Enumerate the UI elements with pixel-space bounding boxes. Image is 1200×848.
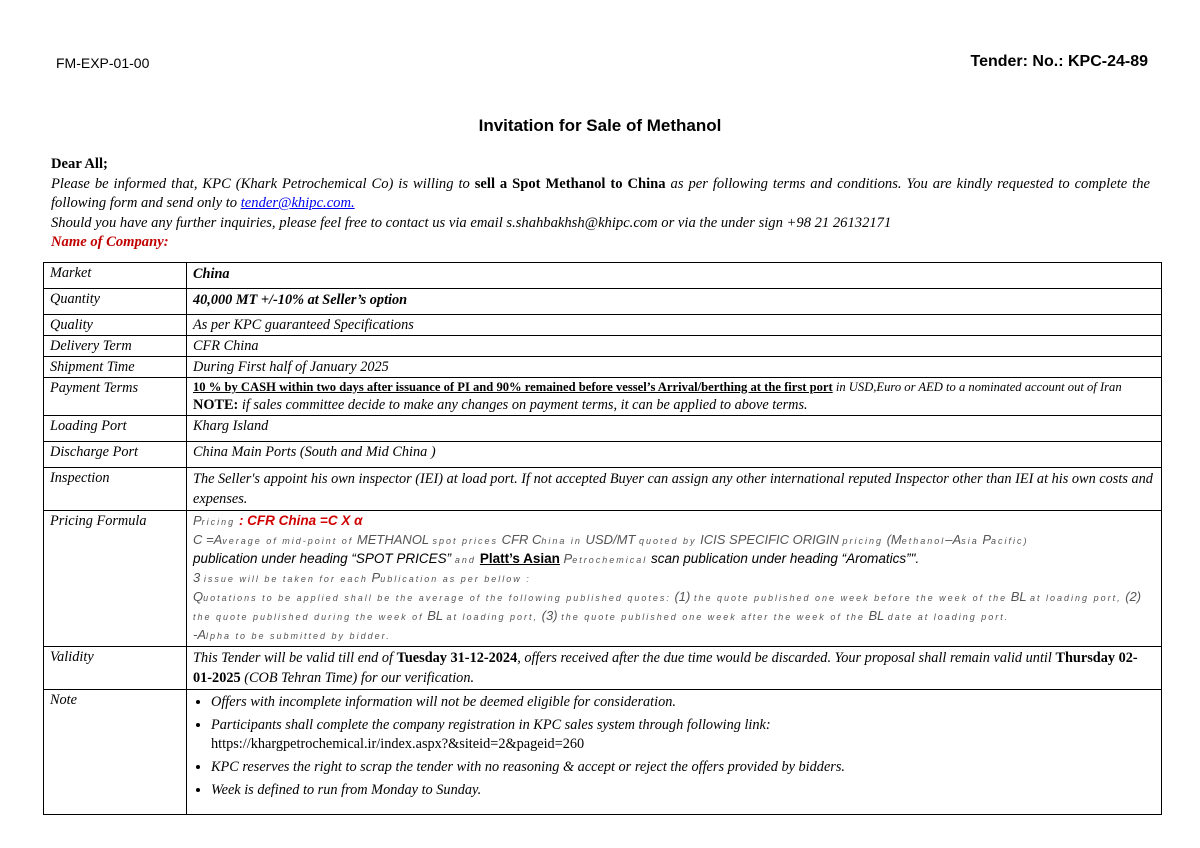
pricing-line-2 xyxy=(193,531,1155,550)
inquiries-paragraph: Should you have any further inquiries, please feel free to contact us via email s.shahbakhsh@khipc.com or via the under sign +98 21 26132171 xyxy=(51,214,892,231)
pricing-text: spot prices xyxy=(432,536,499,546)
market-value: China xyxy=(187,263,1162,289)
table-row xyxy=(44,511,1162,647)
registration-link[interactable]: https://khargpetrochemical.ir/index.aspx?&siteid=2&pageid=260 xyxy=(211,736,585,752)
table-row xyxy=(44,315,1162,336)
table-row xyxy=(44,690,1162,815)
payment-currency: in USD,Euro or AED to a nominated account out of Iran xyxy=(832,380,1122,394)
form-code: FM-EXP-01-00 xyxy=(56,55,150,71)
pricing-text: hina in xyxy=(541,536,582,546)
quality-value: As per KPC guaranteed Specifications xyxy=(187,315,1162,336)
tender-number: Tender: No.: KPC-24-89 xyxy=(970,53,1148,70)
pricing-text: (2) xyxy=(1121,589,1142,604)
company-name-label: Name of Company: xyxy=(51,234,169,250)
inspection-value: The Seller's appoint his own inspector (IEI) at load port. If not accepted Buyer can assign any other international reputed Inspector other than IEI at his own costs and expenses. xyxy=(187,468,1162,511)
pricing-text: pricing xyxy=(842,536,883,546)
table-row xyxy=(44,416,1162,442)
greeting: Dear All; xyxy=(51,156,108,172)
pricing-text: the quote published one week after the week of the xyxy=(561,612,865,622)
table-row xyxy=(44,468,1162,511)
row-label: Quantity xyxy=(44,289,187,315)
row-label: Shipment Time xyxy=(44,357,187,378)
tender-email-link[interactable]: tender@khipc.com. xyxy=(240,195,355,211)
pricing-text: ethanol xyxy=(901,536,946,546)
pricing-text: CFR C xyxy=(498,532,542,547)
validity-text: (COB Tehran Time) for our verification. xyxy=(240,670,475,686)
pricing-text: publication under heading “SPOT PRICES” xyxy=(193,551,455,566)
pricing-formula-expression: : CFR China =C X α xyxy=(235,513,363,528)
pricing-text: uotations to be applied shall be the average of the following published quotes: xyxy=(203,593,671,603)
pricing-text: date at loading port. xyxy=(887,612,1010,622)
pricing-text: issue will be taken for each xyxy=(203,574,368,584)
row-label: Delivery Term xyxy=(44,336,187,357)
pricing-text: acific) xyxy=(991,536,1029,546)
list-item: • KPC reserves the right to scrap the tender with no reasoning & accept or reject the offers provided by bidders. xyxy=(211,758,1155,777)
loading-port-value: Kharg Island xyxy=(187,416,1162,442)
payment-cash-terms: 10 % by CASH within two days after issuance of PI and 90% remained before vessel’s Arrival/berthing at the first port xyxy=(193,380,833,394)
pricing-text: BL xyxy=(864,608,888,623)
platts-asian-label: Platt’s Asian xyxy=(479,551,560,566)
row-label: Pricing Formula xyxy=(44,511,187,647)
pricing-line-3 xyxy=(193,550,1155,569)
pricing-text: P xyxy=(193,513,202,528)
table-row xyxy=(44,442,1162,468)
pricing-text: METHANOL xyxy=(353,532,433,547)
row-label: Market xyxy=(44,263,187,289)
pricing-text: ricing xyxy=(201,517,236,527)
table-row xyxy=(44,647,1162,690)
list-item xyxy=(211,716,1155,754)
pricing-text: verage of mid-point of xyxy=(222,536,354,546)
quantity-value: 40,000 MT +/-10% at Seller’s option xyxy=(187,289,1162,315)
pricing-text: -A xyxy=(193,627,206,642)
document-title: Invitation for Sale of Methanol xyxy=(478,116,722,135)
table-row xyxy=(44,289,1162,315)
row-label: Validity xyxy=(44,647,187,690)
intro-text-c: as per following terms and conditions. You are kindly requested to complete the following form and send only to xyxy=(51,175,1151,211)
pricing-formula xyxy=(187,511,1162,647)
pricing-text: lpha to be submitted by bidder. xyxy=(206,631,391,641)
row-label: Quality xyxy=(44,315,187,336)
row-label: Inspection xyxy=(44,468,187,511)
table-row xyxy=(44,378,1162,416)
pricing-text: ublication as per bellow : xyxy=(380,574,531,584)
shipment-value: During First half of January 2025 xyxy=(187,357,1162,378)
notes-list xyxy=(193,693,1155,800)
table-row xyxy=(44,336,1162,357)
terms-table xyxy=(43,262,1162,815)
pricing-text: USD/MT xyxy=(581,532,639,547)
delivery-value: CFR China xyxy=(187,336,1162,357)
pricing-line-6 xyxy=(193,626,1155,645)
pricing-text: BL xyxy=(1007,589,1031,604)
pricing-text: scan publication under heading “Aromatics”". xyxy=(647,551,920,566)
pricing-text: sia xyxy=(961,536,979,546)
pricing-text: Q xyxy=(193,589,204,604)
intro-section xyxy=(51,155,1150,253)
row-label: Loading Port xyxy=(44,416,187,442)
table-row xyxy=(44,263,1162,289)
row-label: Discharge Port xyxy=(44,442,187,468)
pricing-text: (1) xyxy=(670,589,694,604)
pricing-text: at loading port, xyxy=(446,612,539,622)
payment-note-label: NOTE: xyxy=(193,397,239,413)
pricing-text: –A xyxy=(945,532,962,547)
payment-value xyxy=(187,378,1162,416)
proposal-valid-date: Thursday 02-01-2025 xyxy=(193,650,1138,686)
intro-paragraph xyxy=(51,175,1150,214)
pricing-text: etrochemical xyxy=(572,555,648,565)
pricing-line-1 xyxy=(193,512,1155,531)
pricing-text: 3 xyxy=(193,570,204,585)
pricing-text: and xyxy=(454,555,476,565)
pricing-text: ICIS SPECIFIC ORIGIN xyxy=(696,532,843,547)
table-row xyxy=(44,357,1162,378)
validity-value xyxy=(187,647,1162,690)
pricing-text: P xyxy=(367,570,381,585)
pricing-text: BL xyxy=(423,608,447,623)
validity-text: , offers received after the due time would be discarded. Your proposal shall remain valid until xyxy=(517,650,1056,666)
pricing-line-5 xyxy=(193,588,1155,626)
row-label: Payment Terms xyxy=(44,378,187,416)
row-label: Note xyxy=(44,690,187,815)
note-text: Participants shall complete the company registration in KPC sales system through following link: xyxy=(211,717,771,733)
pricing-text: the quote published during the week of xyxy=(193,612,424,622)
intro-text-bold: sell a Spot Methanol to China xyxy=(474,175,666,192)
payment-note-text: if sales committee decide to make any changes on payment terms, it can be applied to above terms. xyxy=(238,397,808,413)
discharge-port-value: China Main Ports (South and Mid China ) xyxy=(187,442,1162,468)
notes-value xyxy=(187,690,1162,815)
list-item: • Offers with incomplete information will not be deemed eligible for consideration. xyxy=(211,693,1155,712)
validity-end-date: Tuesday 31-12-2024 xyxy=(396,650,518,666)
pricing-line-4 xyxy=(193,569,1155,588)
pricing-text: (3) xyxy=(538,608,562,623)
pricing-text: (M xyxy=(882,532,902,547)
pricing-text: quoted by xyxy=(639,536,697,546)
list-item: • Week is defined to run from Monday to Sunday. xyxy=(211,781,1155,800)
pricing-text: the quote published one week before the week of the xyxy=(693,593,1008,603)
pricing-text: P xyxy=(978,532,992,547)
pricing-text: P xyxy=(559,551,573,566)
validity-text: This Tender will be valid till end of xyxy=(193,650,397,666)
pricing-text: at loading port, xyxy=(1030,593,1122,603)
pricing-text: C =A xyxy=(193,532,223,547)
intro-text-a: Please be informed that, KPC (Khark Petrochemical Co) is willing to xyxy=(51,175,470,192)
